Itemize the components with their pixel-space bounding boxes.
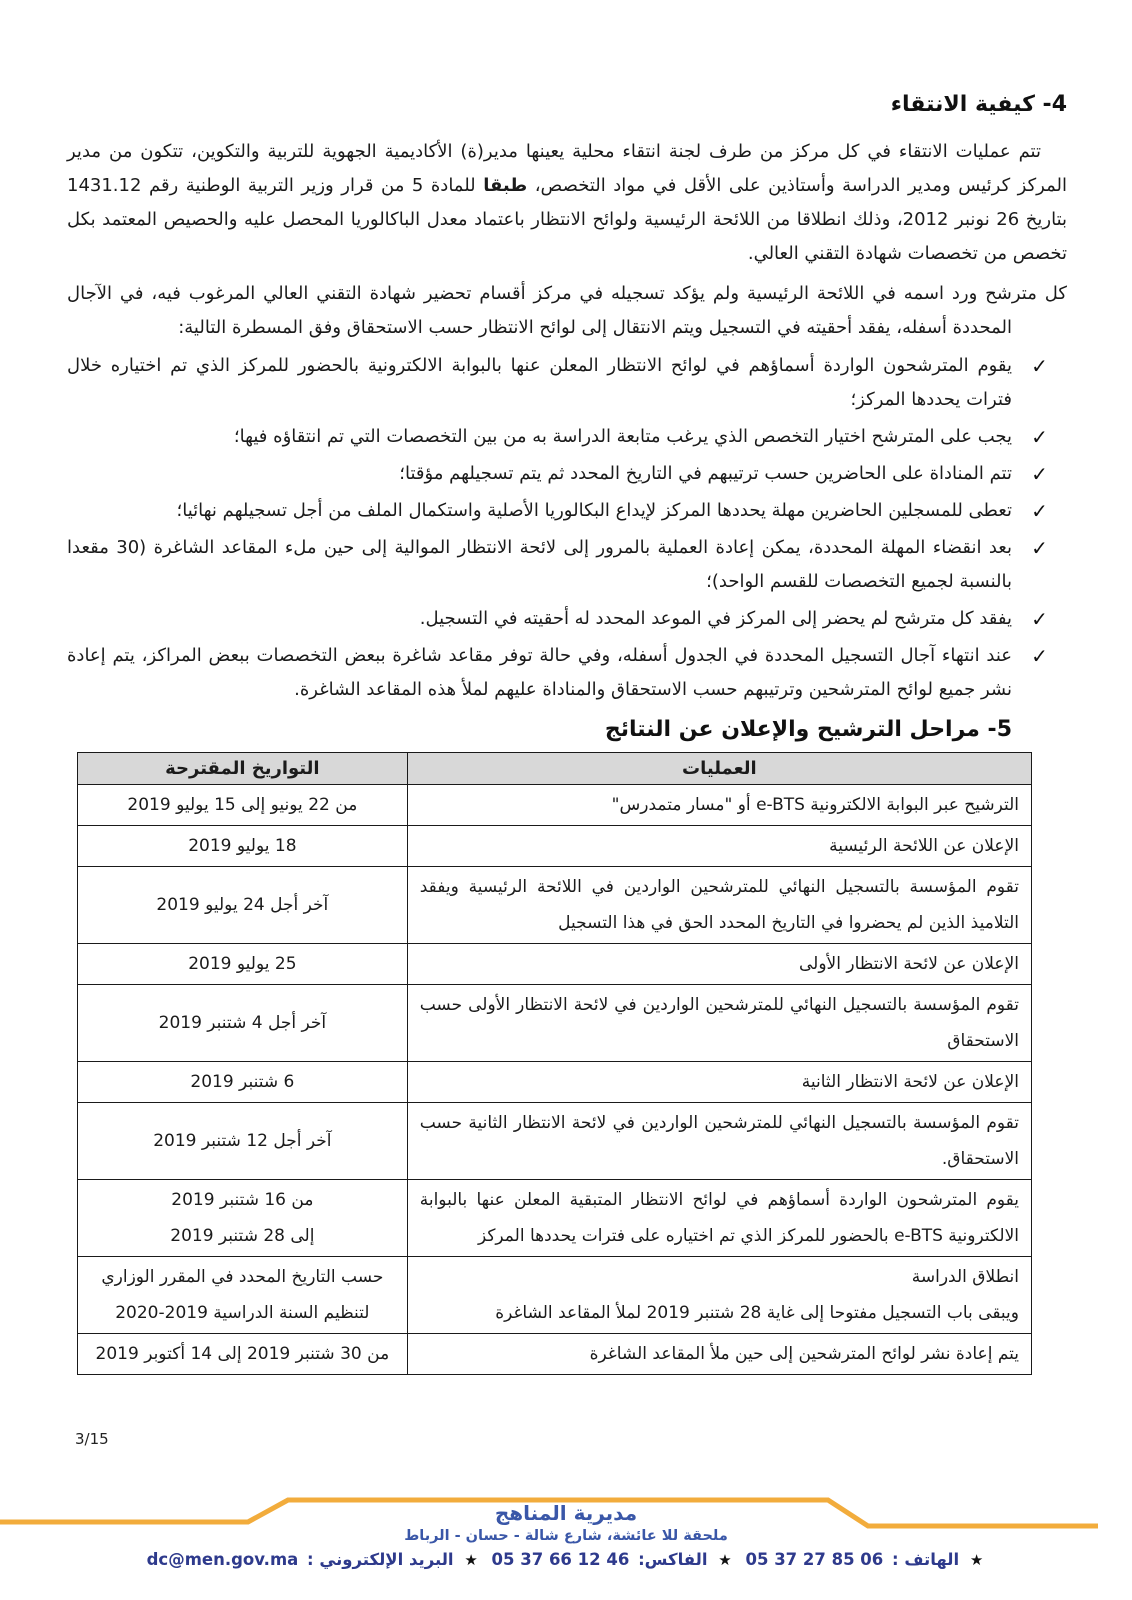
paragraph-text: تتم عمليات الانتقاء في كل مركز من طرف لجنة انتقاء محلية يعينها مدير(ة) الأكاديمية الجهوية للتربية والتكوين، تتكون من مدير المركز كرئيس ومدير الدراسة وأستاذين على الأقل في مواد التخصص،: [67, 141, 1067, 196]
procedure-item-text: بعد انقضاء المهلة المحددة، يمكن إعادة العملية بالمرور إلى لائحة الانتظار الموالية إلى حين ملء المقاعد الشاغرة (30 مقعدا بالنسبة لجميع التخصصات للقسم الواحد)؛: [67, 537, 1012, 592]
date-cell: من 22 يونيو إلى 15 يوليو 2019: [78, 785, 408, 826]
table-row: [78, 1062, 1032, 1103]
page-footer: [0, 1494, 1132, 1573]
star-icon: ★: [969, 1551, 984, 1569]
page-number: 3/15: [75, 1430, 109, 1448]
table-row: [78, 785, 1032, 826]
operation-cell: الإعلان عن لائحة الانتظار الثانية: [407, 1062, 1031, 1103]
procedure-item-text: تتم المناداة على الحاضرين حسب ترتيبهم في التاريخ المحدد ثم يتم تسجيلهم مؤقتا؛: [399, 463, 1012, 484]
checkmark-icon: ✓: [1031, 499, 1048, 523]
star-icon: ★: [718, 1551, 732, 1569]
operation-cell: الإعلان عن اللائحة الرئيسية: [407, 826, 1031, 867]
operation-line: انطلاق الدراسة: [911, 1267, 1019, 1287]
checkmark-icon: ✓: [1031, 354, 1048, 378]
table-row: [78, 826, 1032, 867]
table-row: [78, 944, 1032, 985]
operation-cell: الإعلان عن لائحة الانتظار الأولى: [407, 944, 1031, 985]
date-cell: آخر أجل 4 شتنبر 2019: [78, 985, 408, 1062]
date-line: حسب التاريخ المحدد في المقرر الوزاري: [101, 1267, 384, 1287]
procedure-item: [67, 349, 1067, 417]
table-row: [78, 985, 1032, 1062]
operation-cell: [407, 1257, 1031, 1334]
date-cell: من 30 شتنبر 2019 إلى 14 أكتوبر 2019: [78, 1334, 408, 1375]
operation-line: ويبقى باب التسجيل مفتوحا إلى غاية 28 شتنبر 2019 لملأ المقاعد الشاغرة: [495, 1303, 1019, 1323]
section-4-heading: 4- كيفية الانتقاء: [890, 92, 1067, 117]
checkmark-icon: ✓: [1031, 536, 1048, 560]
procedure-item: [67, 457, 1067, 491]
table-row: [78, 867, 1032, 944]
procedure-item: [67, 639, 1067, 707]
column-header-operations: العمليات: [407, 753, 1031, 785]
checkmark-icon: ✓: [1031, 607, 1048, 631]
date-line: من 16 شتنبر 2019: [171, 1190, 314, 1210]
operation-cell: تقوم المؤسسة بالتسجيل النهائي للمترشحين الواردين في لائحة الانتظار الأولى حسب الاستحقاق: [407, 985, 1031, 1062]
bold-word: طبقا: [483, 175, 528, 196]
date-cell: [78, 1257, 408, 1334]
procedure-item-text: يفقد كل مترشح لم يحضر إلى المركز في الموعد المحدد له أحقيته في التسجيل.: [419, 608, 1012, 629]
document-content: [67, 92, 1067, 1375]
checkmark-icon: ✓: [1031, 425, 1048, 449]
email-address: dc@men.gov.ma: [146, 1550, 299, 1569]
table-header-row: [78, 753, 1032, 785]
footer-contact-line: [0, 1547, 1132, 1573]
phone-label: الهاتف :: [892, 1550, 960, 1569]
checkmark-icon: ✓: [1031, 644, 1048, 668]
table-row: [78, 1180, 1032, 1257]
schedule-table: [77, 752, 1032, 1375]
footer-address: ملحقة للا عائشة، شارع شالة - حسان - الرباط: [404, 1528, 728, 1544]
star-icon: ★: [464, 1551, 478, 1569]
date-cell: 6 شتنبر 2019: [78, 1062, 408, 1103]
footer-org-name: مديرية المناهج: [494, 1501, 638, 1525]
table-row: [78, 1103, 1032, 1180]
operation-cell: الترشيح عبر البوابة الالكترونية e-BTS أو "مسار متمدرس": [407, 785, 1031, 826]
section-5-heading: 5- مراحل الترشيح والإعلان عن النتائج: [604, 717, 1012, 742]
table-row: [78, 1334, 1032, 1375]
date-cell: 18 يوليو 2019: [78, 826, 408, 867]
table-row: [78, 1257, 1032, 1334]
paragraph-registration-rule: كل مترشح ورد اسمه في اللائحة الرئيسية ولم يؤكد تسجيله في مركز أقسام تحضير شهادة التقني العالي المرغوب فيه، في الآجال المحددة أسفله، يفقد أحقيته في التسجيل ويتم الانتقال إلى لوائح الانتظار حسب الاستحقاق وفق المسطرة التالية:: [67, 283, 1067, 338]
date-cell: [78, 1180, 408, 1257]
procedure-item-text: يجب على المترشح اختيار التخصص الذي يرغب متابعة الدراسة به من بين التخصصات التي تم انتقاؤه فيها؛: [233, 426, 1012, 447]
paragraph-text: للمادة 5 من قرار وزير التربية الوطنية رقم 1431.12 بتاريخ 26 نونبر 2012، وذلك انطلاقا من اللائحة الرئيسية ولوائح الانتظار باعتماد معدل الباكالوريا المحصل عليه والحصيص المعتمد بكل تخصص من تخصصات شهادة التقني العالي.: [67, 175, 1068, 264]
fax-label: الفاكس:: [638, 1550, 708, 1569]
date-cell: آخر أجل 12 شتنبر 2019: [78, 1103, 408, 1180]
procedure-item: [67, 531, 1067, 599]
procedure-item-text: تعطى للمسجلين الحاضرين مهلة يحددها المركز لإيداع البكالوريا الأصلية واستكمال الملف من أجل تسجيلهم نهائيا؛: [176, 500, 1012, 521]
procedure-list: [67, 349, 1067, 707]
fax-number: 05 37 66 12 46: [491, 1550, 630, 1569]
date-cell: آخر أجل 24 يوليو 2019: [78, 867, 408, 944]
procedure-item-text: يقوم المترشحون الواردة أسماؤهم في لوائح الانتظار المعلن عنها بالبوابة الالكترونية بالحضور للمركز الذي تم اختياره خلال فترات يحددها المركز؛: [67, 355, 1012, 410]
operation-cell: يتم إعادة نشر لوائح المترشحين إلى حين ملأ المقاعد الشاغرة: [407, 1334, 1031, 1375]
column-header-dates: التواريخ المقترحة: [78, 753, 408, 785]
procedure-item: [67, 602, 1067, 636]
operation-cell: تقوم المؤسسة بالتسجيل النهائي للمترشحين الواردين في اللائحة الرئيسية ويفقد التلاميذ الذين لم يحضروا في التاريخ المحدد الحق في هذا التسجيل: [407, 867, 1031, 944]
procedure-item-text: عند انتهاء آجال التسجيل المحددة في الجدول أسفله، وفي حالة توفر مقاعد شاغرة ببعض التخصصات ببعض المراكز، يتم إعادة نشر جميع لوائح المترشحين وترتيبهم حسب الاستحقاق والمناداة عليهم لملأ هذه المقاعد الشاغرة.: [67, 645, 1012, 700]
procedure-item: [67, 494, 1067, 528]
date-line: إلى 28 شتنبر 2019: [170, 1226, 315, 1246]
paragraph-selection-process: [67, 135, 1067, 271]
phone-number: 05 37 27 85 06: [745, 1550, 884, 1569]
date-cell: 25 يوليو 2019: [78, 944, 408, 985]
checkmark-icon: ✓: [1031, 462, 1048, 486]
email-label: البريد الإلكتروني :: [307, 1550, 454, 1569]
operation-cell: يقوم المترشحون الواردة أسماؤهم في لوائح الانتظار المتبقية المعلن عنها بالبوابة الالكترونية e-BTS بالحضور للمركز الذي تم اختياره على فترات يحددها المركز: [407, 1180, 1031, 1257]
operation-cell: تقوم المؤسسة بالتسجيل النهائي للمترشحين الواردين في لائحة الانتظار الثانية حسب الاستحقاق.: [407, 1103, 1031, 1180]
procedure-item: [67, 420, 1067, 454]
date-line: لتنظيم السنة الدراسية 2019-2020: [115, 1303, 370, 1323]
